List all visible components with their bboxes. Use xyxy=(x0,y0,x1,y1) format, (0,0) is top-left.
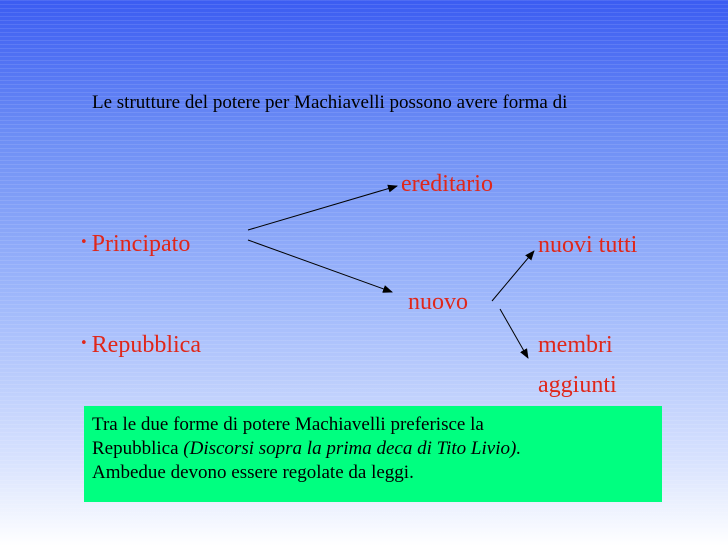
bullet-dot: • xyxy=(80,235,88,250)
arrow-to-nuovi-tutti xyxy=(492,251,534,301)
note-box xyxy=(84,406,662,502)
label-aggiunti: aggiunti xyxy=(538,372,617,398)
item-repubblica-label: Repubblica xyxy=(91,332,201,358)
arrow-to-nuovo xyxy=(248,240,392,292)
bullet-dot: • xyxy=(80,336,88,351)
label-ereditario: ereditario xyxy=(401,171,493,197)
arrow-to-ereditario xyxy=(248,186,397,230)
arrow-to-membri xyxy=(500,309,528,358)
note-line-2 xyxy=(92,437,654,461)
note-line-1: Tra le due forme di potere Machiavelli preferisce la xyxy=(92,414,484,435)
intro-text: Le strutture del potere per Machiavelli possono avere forma di xyxy=(92,92,568,113)
label-nuovi-tutti: nuovi tutti xyxy=(538,232,638,258)
note-line-3: Ambedue devono essere regolate da leggi. xyxy=(92,462,414,484)
item-principato-label: Principato xyxy=(91,231,191,257)
label-membri: membri xyxy=(538,332,613,358)
note-citation: (Discorsi sopra la prima deca di Tito Livio). xyxy=(183,438,522,460)
label-nuovo: nuovo xyxy=(408,289,468,315)
note-line-2-plain: Repubblica xyxy=(92,438,179,460)
